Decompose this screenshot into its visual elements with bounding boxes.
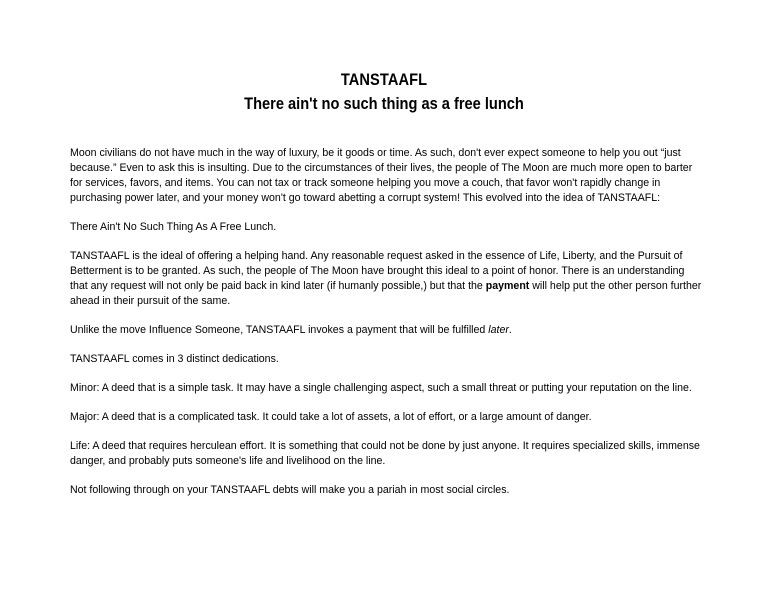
paragraph-acronym: There Ain't No Such Thing As A Free Lunch. bbox=[70, 221, 277, 233]
paragraph-influence-text-2: . bbox=[508, 324, 512, 336]
paragraph-ideal-text-1: TANSTAAFL is the ideal of offering a helping hand. Any reasonable request asked in the essence of Life, Liberty, and the Pursuit of Betterment is to be granted. As such, the people of The Moon have brought this ideal to a point of honor. There is an understanding that any request will not only be paid back in kind later (if humanly possible,) but that the bbox=[70, 250, 685, 292]
paragraph-influence-italic: later bbox=[488, 324, 509, 336]
paragraph-intro: Moon civilians do not have much in the way of luxury, be it goods or time. As such, don't ever expect someone to help you out “just because.” Even to ask this is insulting. Due to the circumstances of their lives, the people of The Moon are much more open to barter for services, favors, and items. You can not tax or track someone helping you move a couch, that favor won't rapidly change in purchasing power later, and your money won't go toward abetting a corrupt system! This evolved into the idea of TANSTAAFL: bbox=[70, 147, 693, 204]
paragraph-ideal bbox=[70, 249, 702, 309]
paragraph-major: Major: A deed that is a complicated task. It could take a lot of assets, a lot of effort, or a large amount of danger. bbox=[70, 411, 592, 423]
paragraph-life: Life: A deed that requires herculean effort. It is something that could not be done by just anyone. It requires specialized skills, immense danger, and probably puts someone's life and livelihood on the line. bbox=[70, 440, 700, 467]
paragraph-debts: Not following through on your TANSTAAFL debts will make you a pariah in most social circles. bbox=[70, 484, 510, 496]
document-body bbox=[70, 146, 702, 512]
paragraph-dedications: TANSTAAFL comes in 3 distinct dedications. bbox=[70, 353, 279, 365]
document-title: TANSTAAFL bbox=[340, 70, 428, 89]
paragraph-ideal-bold: payment bbox=[485, 280, 530, 292]
paragraph-ideal-text-2: will help put the other person further ahead in their pursuit of the same. bbox=[70, 280, 702, 307]
paragraph-minor: Minor: A deed that is a simple task. It may have a single challenging aspect, such a small threat or putting your reputation on the line. bbox=[70, 382, 692, 394]
document-subtitle: There ain't no such thing as a free lunch bbox=[244, 94, 524, 113]
paragraph-influence-text-1: Unlike the move Influence Someone, TANSTAAFL invokes a payment that will be fulfilled bbox=[70, 324, 489, 336]
title-block bbox=[0, 69, 768, 115]
paragraph-influence bbox=[70, 323, 702, 338]
